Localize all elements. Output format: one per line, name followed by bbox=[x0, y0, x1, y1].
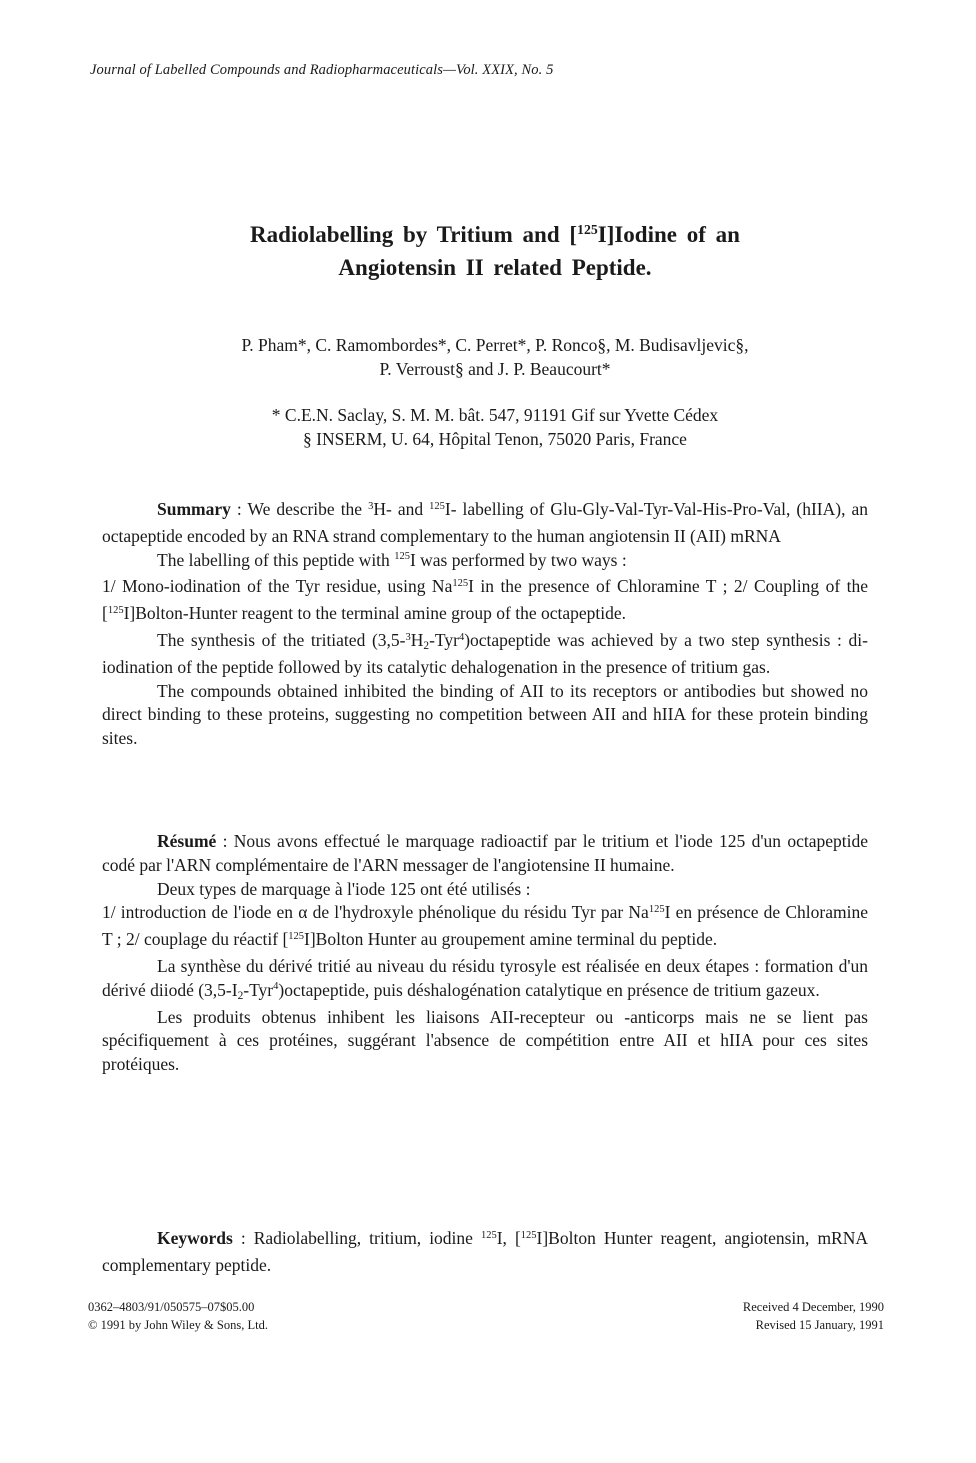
affiliation-1: * C.E.N. Saclay, S. M. M. bât. 547, 91191 Gif sur Yvette Cédex bbox=[271, 405, 719, 425]
resume-paragraph-2: Deux types de marquage à l'iode 125 ont été utilisés : bbox=[157, 878, 531, 899]
summary-paragraph-3: 1/ Mono-iodination of the Tyr residue, using Na$^{125}$I in the presence of Chloramine T ; 2/ Coupling of the [$^{125}$I]Bolton-Hunter reagent to the terminal amine group of the octapeptide. bbox=[102, 576, 868, 624]
footer-dates bbox=[743, 1298, 884, 1334]
resume-paragraph-3: 1/ introduction de l'iode en α de l'hydroxyle phénolique du résidu Tyr par Na$^{125}$I en présence de Chloramine T ; 2/ couplage du réactif [$^{125}$I]Bolton Hunter au groupement amine terminal du peptide. bbox=[102, 902, 868, 950]
author-list bbox=[90, 333, 900, 381]
authors-line-2: P. Verroust§ and J. P. Beaucourt* bbox=[379, 359, 611, 379]
journal-header: Journal of Labelled Compounds and Radiopharmaceuticals—Vol. XXIX, No. 5 bbox=[90, 62, 554, 78]
keywords-label: Keywords bbox=[157, 1228, 233, 1248]
affiliations bbox=[90, 403, 900, 451]
summary-paragraph-2: The labelling of this peptide with $^{125}$I was performed by two ways : bbox=[157, 549, 627, 570]
footer-copyright bbox=[88, 1298, 268, 1334]
paper-title bbox=[90, 220, 900, 283]
summary-paragraph-4: The synthesis of the tritiated $(3,5-^3H_2-Tyr^4)octapeptide$ was achieved by a two step synthesis : di-iodination of the peptide followed by its catalytic dehalogenation in the presence of tritium gas. bbox=[102, 629, 868, 677]
resume-paragraph-1: Résumé : Nous avons effectué le marquage radioactif par le tritium et l'iode 125 d'un octapeptide codé par l'ARN complémentaire de l'ARN messager de l'angiotensine II humaine. bbox=[102, 831, 868, 875]
resume-section bbox=[102, 830, 868, 1077]
keywords-paragraph: Keywords : Radiolabelling, tritium, iodine $^{125}$I, [$^{125}$I]Bolton Hunter reagent, angiotensin, mRNA complementary peptide. bbox=[102, 1228, 868, 1275]
title-line-1: Radiolabelling by Tritium and [$^{125}$I]Iodine of an bbox=[250, 221, 740, 247]
summary-label: Summary bbox=[157, 499, 231, 519]
authors-line-1: P. Pham*, C. Ramombordes*, C. Perret*, P. Ronco§, M. Budisavljevic§, bbox=[241, 335, 749, 355]
summary-section bbox=[102, 498, 868, 751]
title-line-2: Angiotensin II related Peptide. bbox=[338, 255, 652, 280]
copyright-line: © 1991 by John Wiley & Sons, Ltd. bbox=[88, 1318, 268, 1332]
issn-line: 0362–4803/91/050575–07$05.00 bbox=[88, 1300, 255, 1314]
resume-paragraph-4: La synthèse du dérivé tritié au niveau du résidu tyrosyle est réalisée en deux étapes : formation d'un dérivé diiodé $(3,5-I_2-Tyr^4)octapeptide$, puis déshalogénation catalytique en présence de tritium gazeux. bbox=[102, 955, 868, 1003]
summary-paragraph-5: The compounds obtained inhibited the binding of AII to its receptors or antibodies but showed no direct binding to these proteins, suggesting no competition between AII and hIIA for these protein binding sites. bbox=[102, 680, 868, 749]
summary-paragraph-1: Summary : We describe the $^3$H- and $^{125}$I- labelling of Glu-Gly-Val-Tyr-Val-His-Pro-Val, (hIIA), an octapeptide encoded by an RNA strand complementary to the human angiotensin II (AII) mRNA bbox=[102, 499, 868, 546]
resume-paragraph-5: Les produits obtenus inhibent les liaisons AII-recepteur ou -anticorps mais ne se lient pas spécifiquement à ces protéines, suggérant l'absence de compétition entre AII et hIIA pour ces sites protéiques. bbox=[102, 1006, 868, 1075]
keywords-section bbox=[102, 1227, 868, 1278]
received-date: Received 4 December, 1990 bbox=[742, 1300, 884, 1314]
resume-label: Résumé bbox=[157, 831, 217, 851]
revised-date: Revised 15 January, 1991 bbox=[755, 1318, 884, 1332]
affiliation-2: § INSERM, U. 64, Hôpital Tenon, 75020 Paris, France bbox=[303, 429, 687, 449]
